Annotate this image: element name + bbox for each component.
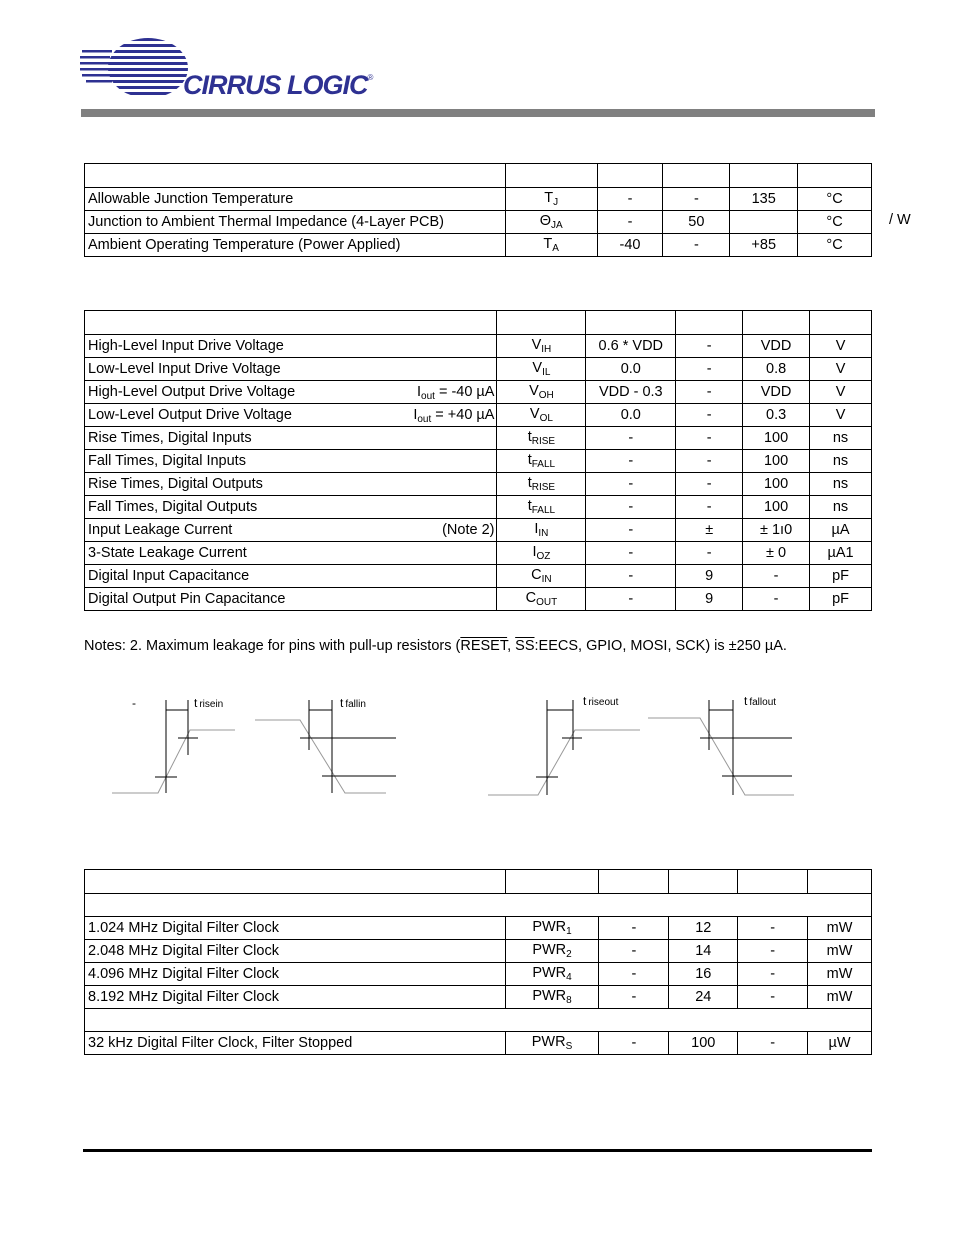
max-cell: -	[738, 940, 808, 963]
header-cell	[85, 164, 506, 188]
min-cell: -	[597, 211, 663, 234]
max-cell: 0.8	[743, 358, 810, 381]
parameter-label: Digital Input Capacitance	[88, 568, 250, 584]
header-cell	[808, 870, 872, 894]
typ-cell: -	[676, 381, 743, 404]
max-cell: VDD	[743, 335, 810, 358]
label-fallout: t fallout	[744, 694, 777, 708]
table-row	[85, 450, 872, 473]
unit-cell: ns	[810, 450, 872, 473]
unit-cell: µA	[810, 519, 872, 542]
condition-value: = +40 µA	[431, 407, 495, 423]
symbol-main: t	[527, 452, 532, 468]
table-row	[85, 917, 872, 940]
brand-name: CIRRUS LOGIC	[183, 70, 368, 100]
condition-symbol: I	[416, 384, 422, 400]
symbol-cell	[505, 234, 597, 257]
thermal-characteristics-table	[84, 163, 872, 257]
table-row	[85, 188, 872, 211]
table-row	[85, 381, 872, 404]
parameter-label: High-Level Input Drive Voltage	[88, 338, 284, 354]
min-cell: -	[586, 542, 676, 565]
notes-text	[84, 638, 787, 654]
parameter-label: 2.048 MHz Digital Filter Clock	[88, 943, 279, 959]
symbol-cell	[497, 473, 586, 496]
symbol-subscript: FALL	[531, 505, 556, 516]
parameter-label: 8.192 MHz Digital Filter Clock	[88, 989, 279, 1005]
symbol-cell	[497, 450, 586, 473]
max-cell: -	[743, 565, 810, 588]
unit-cell: °C	[798, 211, 872, 234]
typ-cell: -	[676, 335, 743, 358]
typ-cell: -	[676, 358, 743, 381]
parameter-cell	[85, 986, 506, 1009]
parameter-cell	[85, 211, 506, 234]
symbol-subscript: A	[552, 243, 559, 254]
ss-pin: $\overline{SS}$	[515, 638, 535, 654]
unit-cell: mW	[808, 917, 872, 940]
symbol-subscript: FALL	[531, 459, 556, 470]
symbol-subscript: OZ	[536, 551, 551, 562]
parameter-label: Digital Output Pin Capacitance	[88, 591, 286, 607]
header-cell	[669, 870, 738, 894]
min-cell: VDD - 0.3	[586, 381, 676, 404]
reset-pin: RESET	[460, 638, 508, 654]
symbol-main: V	[529, 406, 540, 422]
parameter-cell	[85, 940, 506, 963]
parameter-label: Fall Times, Digital Inputs	[88, 453, 246, 469]
typ-cell: -	[676, 473, 743, 496]
symbol-subscript: 4	[566, 972, 572, 983]
parameter-cell	[85, 188, 506, 211]
header-cell	[810, 311, 872, 335]
header-cell	[497, 311, 586, 335]
symbol-cell	[497, 542, 586, 565]
typ-cell: ±	[676, 519, 743, 542]
typ-cell: -	[663, 188, 730, 211]
min-cell: -	[599, 917, 669, 940]
symbol-cell	[497, 519, 586, 542]
symbol-main: PWR	[532, 988, 567, 1004]
min-cell: -	[599, 986, 669, 1009]
parameter-label: 1.024 MHz Digital Filter Clock	[88, 920, 279, 936]
symbol-cell	[497, 358, 586, 381]
fallin-waveform	[255, 720, 386, 793]
parameter-cell	[85, 588, 497, 611]
symbol-main: T	[543, 236, 553, 252]
table-row	[85, 335, 872, 358]
symbol-main: PWR	[532, 942, 567, 958]
parameter-cell	[85, 496, 497, 519]
symbol-cell	[497, 381, 586, 404]
parameter-label: Junction to Ambient Thermal Impedance (4-Layer PCB)	[88, 214, 444, 230]
header-cell	[85, 870, 506, 894]
parameter-label: Ambient Operating Temperature (Power Applied)	[88, 237, 401, 253]
symbol-subscript: S	[565, 1041, 573, 1052]
header-cell	[599, 870, 669, 894]
typ-cell: 12	[669, 917, 738, 940]
typ-cell: -	[663, 234, 730, 257]
parameter-cell	[85, 404, 497, 427]
symbol-cell	[505, 188, 597, 211]
symbol-main: t	[527, 475, 532, 491]
symbol-cell	[497, 335, 586, 358]
header-cell	[505, 164, 597, 188]
min-cell: -	[586, 565, 676, 588]
min-cell: 0.6 * VDD	[586, 335, 676, 358]
table-row	[85, 542, 872, 565]
stray-unit-text: / W	[889, 212, 911, 228]
symbol-subscript: RISE	[531, 482, 556, 493]
fallout-waveform	[648, 718, 794, 795]
min-cell: -	[599, 963, 669, 986]
table-row	[85, 986, 872, 1009]
header-cell	[663, 164, 730, 188]
condition-label	[413, 407, 494, 425]
max-cell: -	[738, 1032, 808, 1055]
parameter-cell	[85, 1032, 506, 1055]
symbol-cell	[505, 940, 599, 963]
typ-cell: 50	[663, 211, 730, 234]
min-cell: -	[586, 450, 676, 473]
symbol-main: T	[544, 190, 554, 206]
parameter-label: Rise Times, Digital Outputs	[88, 476, 263, 492]
digital-characteristics-table	[84, 310, 872, 611]
symbol-cell	[505, 963, 599, 986]
parameter-cell	[85, 427, 497, 450]
typ-cell: -	[676, 427, 743, 450]
max-cell: VDD	[743, 381, 810, 404]
rise-fall-timing-diagram	[100, 680, 820, 810]
typ-cell: 9	[676, 588, 743, 611]
symbol-cell	[505, 211, 597, 234]
parameter-cell	[85, 963, 506, 986]
unit-cell: µW	[808, 1032, 872, 1055]
max-cell: -	[738, 917, 808, 940]
table-row	[85, 894, 872, 917]
symbol-subscript: IN	[541, 574, 552, 585]
table-row	[85, 496, 872, 519]
parameter-label: 3-State Leakage Current	[88, 545, 247, 561]
min-cell: 0.0	[586, 358, 676, 381]
min-cell: 0.0	[586, 404, 676, 427]
max-cell: 135	[730, 188, 798, 211]
symbol-main: I	[534, 521, 539, 537]
parameter-cell	[85, 358, 497, 381]
table-row	[85, 519, 872, 542]
section-row	[85, 894, 872, 917]
parameter-label: Allowable Junction Temperature	[88, 191, 294, 207]
unit-cell: ns	[810, 473, 872, 496]
header-cell	[676, 311, 743, 335]
min-cell: -	[597, 188, 663, 211]
brand-wordmark	[183, 70, 372, 101]
symbol-main: C	[525, 590, 537, 606]
max-cell: 100	[743, 427, 810, 450]
table-row	[85, 940, 872, 963]
table-row	[85, 358, 872, 381]
unit-cell: ns	[810, 427, 872, 450]
parameter-cell	[85, 473, 497, 496]
parameter-label: Low-Level Output Drive Voltage	[88, 407, 292, 423]
symbol-cell	[497, 565, 586, 588]
notes-prefix: Notes: 2. Maximum leakage for pins with pull-up resistors (	[84, 638, 461, 654]
parameter-cell	[85, 519, 497, 542]
min-cell: -	[586, 427, 676, 450]
min-cell: -	[599, 940, 669, 963]
table-header-row	[85, 311, 872, 335]
parameter-label: Low-Level Input Drive Voltage	[88, 361, 281, 377]
notes-sep: ,	[507, 638, 516, 654]
header-cell	[505, 870, 599, 894]
symbol-cell	[497, 496, 586, 519]
unit-cell: V	[810, 335, 872, 358]
parameter-label: 4.096 MHz Digital Filter Clock	[88, 966, 279, 982]
unit-cell: ns	[810, 496, 872, 519]
typ-cell: 100	[669, 1032, 738, 1055]
footer-rule	[83, 1149, 872, 1152]
header-cell	[730, 164, 798, 188]
unit-cell: mW	[808, 963, 872, 986]
parameter-cell	[85, 542, 497, 565]
unit-cell: mW	[808, 986, 872, 1009]
label-fallin: t fallin	[340, 696, 366, 710]
symbol-cell	[505, 986, 599, 1009]
symbol-cell	[497, 588, 586, 611]
symbol-subscript: IN	[538, 528, 549, 539]
parameter-cell	[85, 450, 497, 473]
symbol-main: V	[532, 360, 543, 376]
table-row	[85, 427, 872, 450]
unit-cell: pF	[810, 565, 872, 588]
symbol-subscript: 1	[566, 926, 572, 937]
symbol-main: PWR	[531, 1034, 566, 1050]
unit-cell: °C	[798, 188, 872, 211]
typ-cell: -	[676, 450, 743, 473]
condition-label	[417, 384, 494, 402]
max-cell: -	[743, 588, 810, 611]
symbol-main: t	[527, 429, 532, 445]
symbol-subscript: OUT	[536, 597, 558, 608]
min-cell: -	[586, 588, 676, 611]
table-row	[85, 404, 872, 427]
header-cell	[743, 311, 810, 335]
parameter-cell	[85, 234, 506, 257]
symbol-subscript: IL	[542, 367, 551, 378]
table-row	[85, 1009, 872, 1032]
symbol-main: PWR	[532, 919, 567, 935]
parameter-label: Input Leakage Current	[88, 522, 233, 538]
min-cell: -40	[597, 234, 663, 257]
header-cell	[586, 311, 676, 335]
parameter-cell	[85, 381, 497, 404]
condition-subscript: out	[417, 414, 432, 425]
section-row	[85, 1009, 872, 1032]
parameter-label: Fall Times, Digital Outputs	[88, 499, 258, 515]
header-cell	[798, 164, 872, 188]
max-cell: -	[738, 963, 808, 986]
table-row	[85, 473, 872, 496]
table-header-row	[85, 164, 872, 188]
symbol-main: Θ	[539, 213, 551, 229]
typ-cell: -	[676, 496, 743, 519]
typ-cell: 16	[669, 963, 738, 986]
max-cell: 100	[743, 496, 810, 519]
symbol-subscript: RISE	[531, 436, 556, 447]
header-cell	[597, 164, 663, 188]
symbol-main: PWR	[532, 965, 567, 981]
registered-mark: ®	[367, 73, 373, 82]
symbol-cell	[505, 1032, 599, 1055]
parameter-cell	[85, 565, 497, 588]
typ-cell: 9	[676, 565, 743, 588]
typ-cell: 24	[669, 986, 738, 1009]
symbol-subscript: IH	[541, 344, 552, 355]
table-row	[85, 588, 872, 611]
min-cell: -	[586, 473, 676, 496]
table-row	[85, 565, 872, 588]
condition-value: = -40 µA	[434, 384, 495, 400]
symbol-main: C	[531, 567, 542, 583]
condition-label: (Note 2)	[442, 522, 495, 538]
max-cell: ± 1ı0	[743, 519, 810, 542]
parameter-cell	[85, 335, 497, 358]
parameter-label: High-Level Output Drive Voltage	[88, 384, 296, 400]
riseout-waveform	[488, 730, 640, 795]
symbol-subscript: JA	[550, 220, 563, 231]
max-cell: -	[738, 986, 808, 1009]
max-cell: +85	[730, 234, 798, 257]
max-cell: ± 0	[743, 542, 810, 565]
notes-rest: :EECS, GPIO, MOSI, SCK) is ±250 µA.	[534, 638, 787, 654]
symbol-subscript: J	[553, 197, 559, 208]
unit-cell: V	[810, 358, 872, 381]
label-riseout: t riseout	[583, 694, 619, 708]
header-cell	[85, 311, 497, 335]
typ-cell: 14	[669, 940, 738, 963]
symbol-cell	[505, 917, 599, 940]
symbol-main: t	[527, 498, 532, 514]
symbol-subscript: OL	[539, 413, 553, 424]
unit-cell: pF	[810, 588, 872, 611]
max-cell: 0.3	[743, 404, 810, 427]
symbol-subscript: 2	[566, 949, 572, 960]
unit-cell: V	[810, 381, 872, 404]
unit-cell: °C	[798, 234, 872, 257]
parameter-cell	[85, 917, 506, 940]
header-rule	[81, 109, 875, 117]
parameter-label: 32 kHz Digital Filter Clock, Filter Stopped	[88, 1035, 353, 1051]
condition-subscript: out	[421, 391, 435, 402]
symbol-main: I	[532, 544, 537, 560]
table-row	[85, 1032, 872, 1055]
symbol-subscript: 8	[566, 995, 572, 1006]
table-row	[85, 963, 872, 986]
risein-waveform	[112, 730, 235, 793]
max-cell	[730, 211, 798, 234]
symbol-cell	[497, 427, 586, 450]
min-cell: -	[599, 1032, 669, 1055]
table-row	[85, 234, 872, 257]
table-row	[85, 211, 872, 234]
typ-cell: -	[676, 404, 743, 427]
label-risein: t risein	[194, 696, 224, 710]
symbol-main: V	[531, 337, 542, 353]
symbol-cell	[497, 404, 586, 427]
max-cell: 100	[743, 473, 810, 496]
table-header-row	[85, 870, 872, 894]
power-consumption-table	[84, 869, 872, 1055]
header-cell	[738, 870, 808, 894]
unit-cell: mW	[808, 940, 872, 963]
symbol-main: V	[529, 383, 539, 399]
symbol-subscript: OH	[538, 390, 554, 401]
parameter-label: Rise Times, Digital Inputs	[88, 430, 252, 446]
condition-symbol: I	[413, 407, 418, 423]
max-cell: 100	[743, 450, 810, 473]
diagram-dash: -	[132, 696, 136, 710]
min-cell: -	[586, 519, 676, 542]
min-cell: -	[586, 496, 676, 519]
typ-cell: -	[676, 542, 743, 565]
unit-cell: µA1	[810, 542, 872, 565]
unit-cell: V	[810, 404, 872, 427]
